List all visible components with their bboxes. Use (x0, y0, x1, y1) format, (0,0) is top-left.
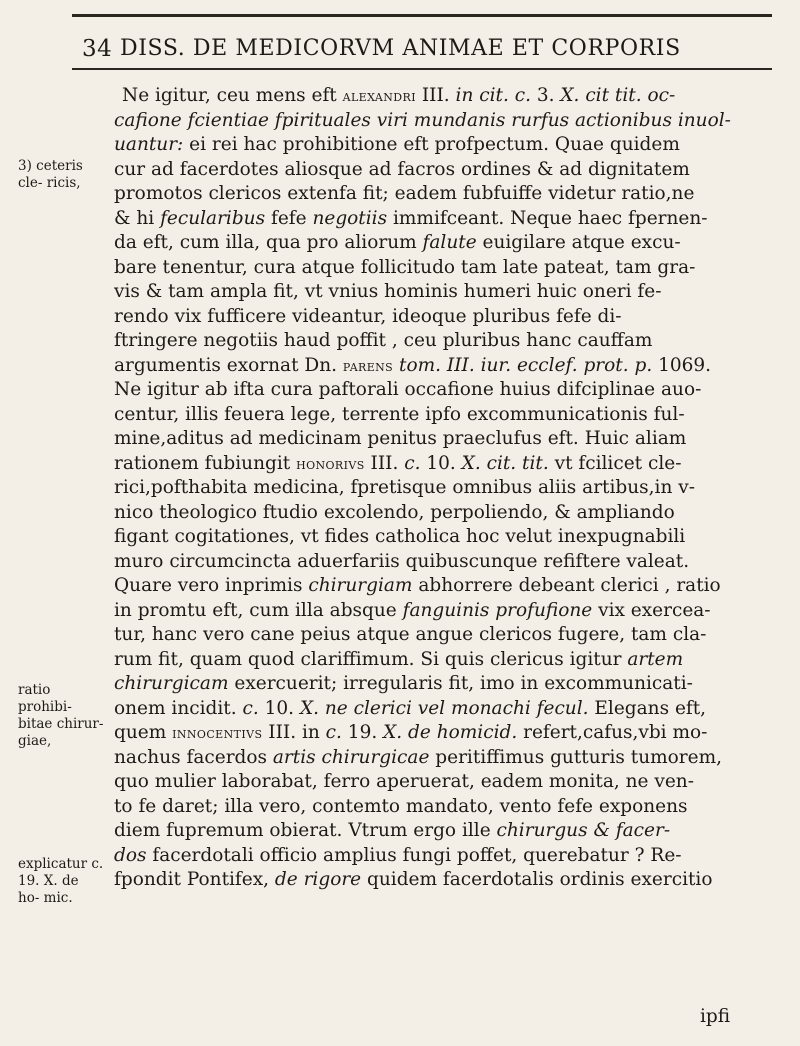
text-line: rici,pofthabita medicina, fpretisque omnibus aliis artibus,in v- (114, 477, 695, 498)
text-line: & hi fecularibus fefe negotiis immifceant. Neque haec fpernen- (114, 207, 708, 229)
running-title: DISS. DE MEDICORVM ANIMAE ET CORPORIS (120, 36, 681, 61)
text-line: mine,aditus ad medicinam penitus praeclufus eft. Huic aliam (114, 428, 687, 449)
text-line: chirurgicam exercuerit; irregularis fit, imo in excommunicati- (114, 673, 693, 694)
body-text (114, 84, 774, 893)
text-line: diem fupremum obierat. Vtrum ergo ille chirurgus & facer- (114, 820, 671, 841)
text-line: centur, illis feuera lege, terrente ipfo excommunicationis ful- (114, 403, 685, 425)
text-line: muro circumcincta aduerfariis quibuscunque refiftere valeat. (114, 550, 690, 572)
text-line: fpondit Pontifex, de rigore quidem facerdotalis ordinis exercitio (114, 869, 713, 890)
text-line: in promtu eft, cum illa absque fanguinis profufione vix exercea- (114, 599, 711, 621)
text-line: cur ad facerdotes aliosque ad facros ordines & ad dignitatem (114, 158, 690, 180)
page-number: 34 (82, 36, 113, 62)
margin-note: 3) ceteris cle- ricis, (18, 158, 83, 191)
text-line: Ne igitur, ceu mens eft alexandri III. in cit. c. 3. X. cit tit. oc- (122, 85, 676, 106)
margin-note: ratio prohibi- bitae chirur- giae, (18, 682, 104, 749)
text-line: rendo vix fufficere videantur, ideoque pluribus fefe di- (114, 305, 622, 327)
text-line: nico theologico ftudio excolendo, perpoliendo, & ampliando (114, 501, 675, 523)
text-line: rum fit, quam quod clariffimum. Si quis clericus igitur artem (114, 648, 684, 670)
text-line: Quare vero inprimis chirurgiam abhorrere debeant clerici , ratio (114, 575, 721, 596)
text-line: to fe daret; illa vero, contemto mandato, vento fefe exponens (114, 795, 688, 817)
text-line: bare tenentur, cura atque follicitudo tam late pateat, tam gra- (114, 256, 696, 278)
top-rule (72, 14, 772, 17)
text-line: ftringere negotiis haud poffit , ceu pluribus hanc cauffam (114, 330, 653, 351)
page-header (72, 26, 772, 66)
catchword: ipfi (700, 1006, 731, 1027)
text-line: rationem fubiungit honorivs III. c. 10. X. cit. tit. vt fcilicet cle- (114, 452, 682, 474)
margin-note: explicatur c. 19. X. de ho- mic. (18, 856, 104, 906)
header-rule (72, 68, 772, 70)
text-line: cafione fcientiae fpirituales viri mundanis rurfus actionibus inuol- (114, 109, 731, 131)
text-line: onem incidit. c. 10. X. ne clerici vel monachi fecul. Elegans eft, (114, 697, 707, 719)
text-line: argumentis exornat Dn. parens tom. III. iur. ecclef. prot. p. 1069. (114, 354, 712, 376)
text-line: figant cogitationes, vt fides catholica hoc velut inexpugnabili (114, 526, 686, 547)
text-line: quem innocentivs III. in c. 19. X. de homicid. refert,cafus,vbi mo- (114, 722, 708, 743)
text-line: dos facerdotali officio amplius fungi poffet, querebatur ? Re- (114, 844, 682, 866)
text-line: quo mulier laborabat, ferro aperuerat, eadem monita, ne ven- (114, 771, 694, 792)
text-line: promotos clericos extenfa fit; eadem fubfuiffe videtur ratio,ne (114, 183, 695, 204)
text-line: vis & tam ampla fit, vt vnius hominis humeri huic oneri fe- (114, 281, 662, 302)
text-line: uantur: ei rei hac prohibitione eft profpectum. Quae quidem (114, 134, 680, 155)
text-line: tur, hanc vero cane peius atque angue clericos fugere, tam cla- (114, 624, 707, 645)
text-line: da eft, cum illa, qua pro aliorum falute euigilare atque excu- (114, 232, 681, 253)
text-line: Ne igitur ab ifta cura paftorali occafione huius difciplinae auo- (114, 379, 702, 400)
text-line: nachus facerdos artis chirurgicae peritiffimus gutturis tumorem, (114, 746, 723, 768)
